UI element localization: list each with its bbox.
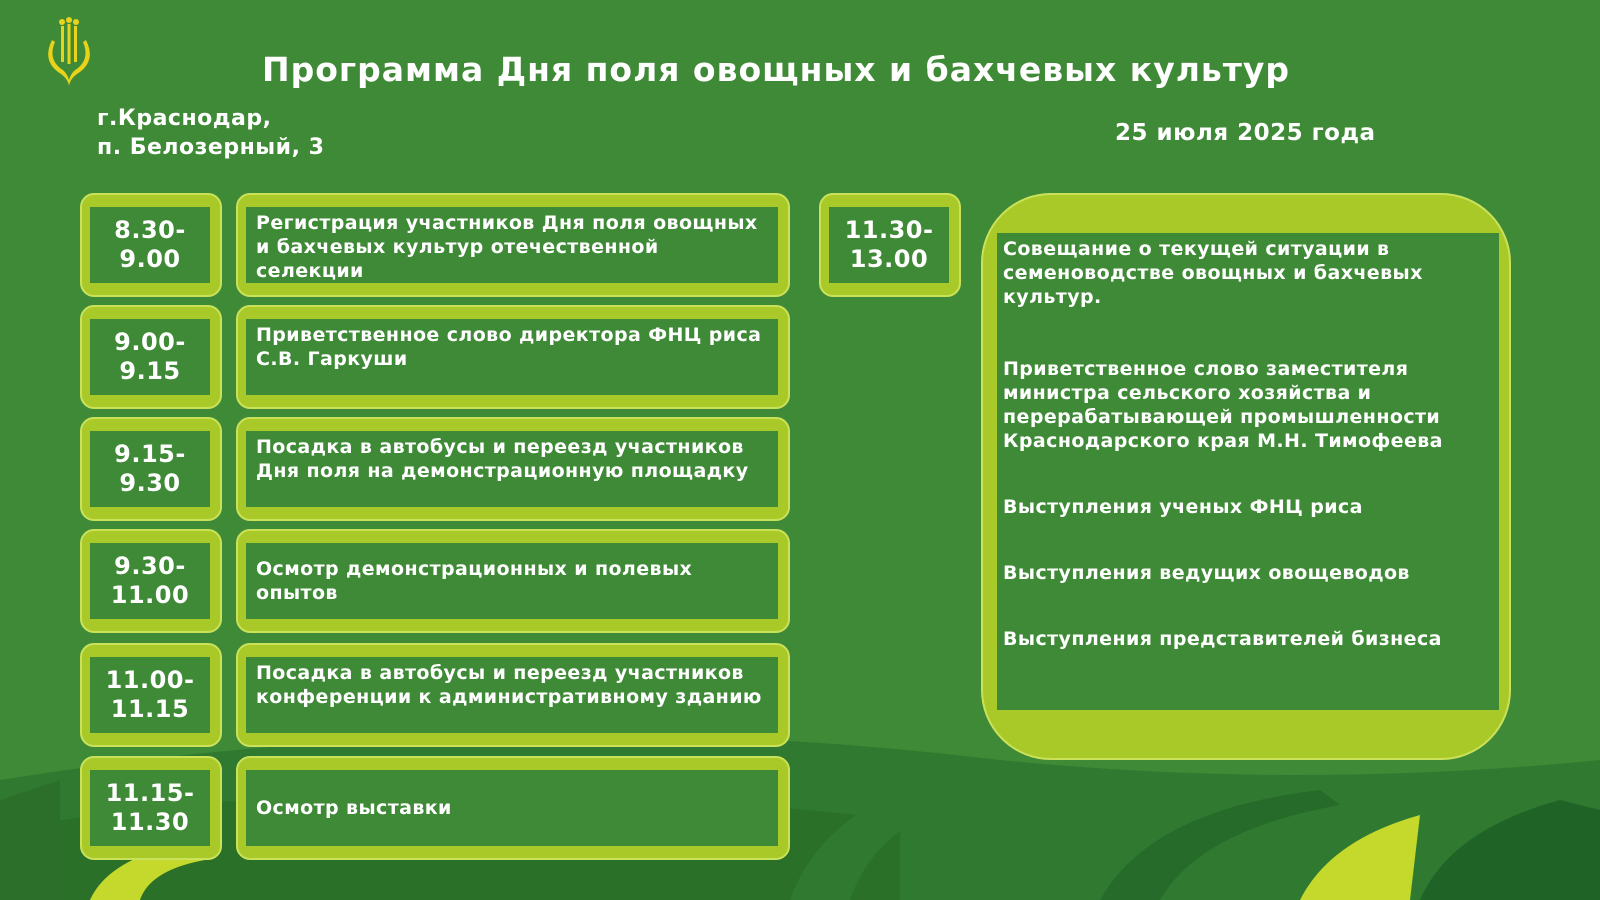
conference-item: Совещание о текущей ситуации в семеноводстве овощных и бахчевых культур. [1003, 238, 1423, 308]
activity-text: Регистрация участников Дня поля овощных и бахчевых культур отечественной селекции [246, 207, 778, 283]
schedule-row [80, 529, 790, 633]
conference-panel [981, 193, 1511, 760]
time-start: 9.00- [114, 328, 186, 356]
activity-text: Осмотр выставки [246, 770, 778, 846]
page-title: Программа Дня поля овощных и бахчевых культур [262, 50, 1291, 89]
activity-text: Посадка в автобусы и переезд участников Дня поля на демонстрационную площадку [246, 431, 778, 507]
time-end: 9.30 [119, 469, 181, 497]
schedule-row [80, 643, 790, 747]
activity-text: Приветственное слово директора ФНЦ риса С.В. Гаркуши [246, 319, 778, 395]
time-end: 9.00 [119, 245, 181, 273]
time-box [80, 643, 222, 747]
activity-box [236, 417, 790, 521]
location-city: г.Краснодар, [97, 106, 272, 131]
event-date: 25 июля 2025 года [1115, 120, 1376, 146]
conference-item: Выступления представителей бизнеса [1003, 628, 1442, 650]
time-box [80, 756, 222, 860]
time-end: 9.15 [119, 357, 181, 385]
time-end: 11.30 [110, 808, 190, 836]
schedule-row [80, 756, 790, 860]
conference-time-box [819, 193, 961, 297]
schedule-row [80, 305, 790, 409]
conference-item: Приветственное слово заместителя министра сельского хозяйства и перерабатывающей промышленности Краснодарского края М.Н. Тимофеева [1003, 358, 1443, 452]
logo-icon [40, 16, 98, 86]
location-address: п. Белозерный, 3 [97, 135, 325, 160]
time-end: 11.15 [110, 695, 190, 723]
activity-text: Осмотр демонстрационных и полевых опытов [246, 543, 778, 619]
time-start: 9.30- [114, 552, 186, 580]
activity-box [236, 529, 790, 633]
schedule-row [80, 193, 790, 297]
activity-text: Посадка в автобусы и переезд участников конференции к административному зданию [246, 657, 778, 733]
conference-item: Выступления ведущих овощеводов [1003, 562, 1410, 584]
time-box [80, 193, 222, 297]
location [97, 104, 324, 162]
time-end: 13.00 [849, 245, 929, 273]
time-start: 9.15- [114, 440, 186, 468]
time-box [80, 417, 222, 521]
activity-box [236, 305, 790, 409]
time-start: 8.30- [114, 216, 186, 244]
activity-box [236, 193, 790, 297]
time-box [80, 305, 222, 409]
time-start: 11.30- [844, 216, 934, 244]
time-box [80, 529, 222, 633]
activity-box [236, 756, 790, 860]
time-start: 11.15- [105, 779, 195, 807]
activity-box [236, 643, 790, 747]
time-start: 11.00- [105, 666, 195, 694]
conference-item: Выступления ученых ФНЦ риса [1003, 496, 1363, 518]
schedule-row [80, 417, 790, 521]
time-end: 11.00 [110, 581, 190, 609]
